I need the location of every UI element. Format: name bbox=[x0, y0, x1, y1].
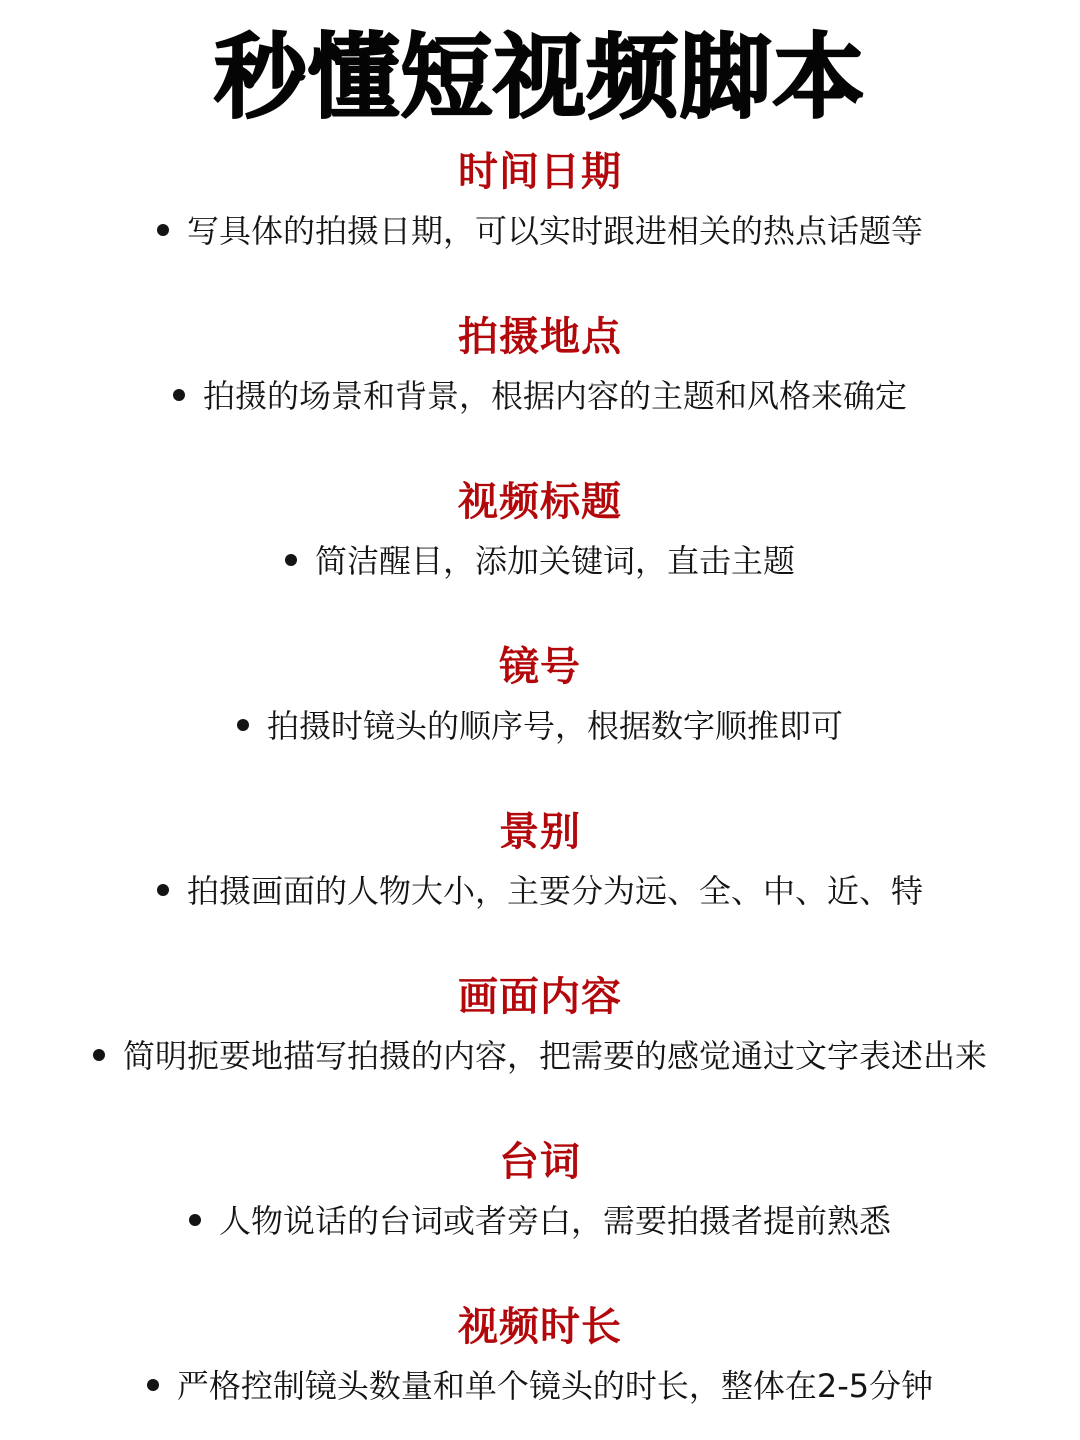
section-heading: 画面内容 bbox=[458, 974, 622, 1020]
section-lines bbox=[0, 1134, 1080, 1246]
section-description bbox=[0, 206, 1080, 256]
section-scene-content bbox=[0, 969, 1080, 1081]
section-heading: 景别 bbox=[499, 809, 581, 855]
section-description bbox=[0, 1361, 1080, 1411]
bullet-dot-icon bbox=[157, 224, 169, 236]
section-shooting-location bbox=[0, 309, 1080, 421]
section-description-text: 简明扼要地描写拍摄的内容，把需要的感觉通过文字表述出来 bbox=[122, 1037, 987, 1075]
section-description-text: 拍摄画面的人物大小，主要分为远、全、中、近、特 bbox=[186, 872, 923, 910]
section-description-text: 人物说话的台词或者旁白，需要拍摄者提前熟悉 bbox=[218, 1202, 891, 1240]
section-heading: 拍摄地点 bbox=[458, 314, 622, 360]
section-shooting-date bbox=[0, 144, 1080, 256]
section-shot-scale bbox=[0, 804, 1080, 916]
section-heading: 视频标题 bbox=[458, 479, 622, 525]
section-description-text: 严格控制镜头数量和单个镜头的时长，整体在2-5分钟 bbox=[176, 1367, 934, 1405]
section-description bbox=[0, 371, 1080, 421]
section-description-text: 拍摄的场景和背景，根据内容的主题和风格来确定 bbox=[202, 377, 907, 415]
section-description bbox=[0, 701, 1080, 751]
section-video-duration bbox=[0, 1299, 1080, 1411]
section-heading: 视频时长 bbox=[458, 1304, 622, 1350]
section-heading: 时间日期 bbox=[458, 149, 622, 195]
section-shot-number bbox=[0, 639, 1080, 751]
bullet-dot-icon bbox=[93, 1049, 105, 1061]
bullet-dot-icon bbox=[157, 884, 169, 896]
section-heading: 镜号 bbox=[499, 644, 581, 690]
section-description-text: 拍摄时镜头的顺序号，根据数字顺推即可 bbox=[266, 707, 843, 745]
bullet-dot-icon bbox=[189, 1214, 201, 1226]
page-title: 秒懂短视频脚本 bbox=[214, 24, 866, 131]
section-description bbox=[0, 1031, 1080, 1081]
section-description bbox=[0, 866, 1080, 916]
bullet-dot-icon bbox=[237, 719, 249, 731]
section-description bbox=[0, 536, 1080, 586]
bullet-dot-icon bbox=[285, 554, 297, 566]
section-heading: 台词 bbox=[499, 1139, 581, 1185]
section-description bbox=[0, 1196, 1080, 1246]
section-description-text: 写具体的拍摄日期，可以实时跟进相关的热点话题等 bbox=[186, 212, 923, 250]
section-description-text: 简洁醒目，添加关键词，直击主题 bbox=[314, 542, 795, 580]
bullet-dot-icon bbox=[147, 1379, 159, 1391]
bullet-dot-icon bbox=[173, 389, 185, 401]
section-video-title bbox=[0, 474, 1080, 586]
